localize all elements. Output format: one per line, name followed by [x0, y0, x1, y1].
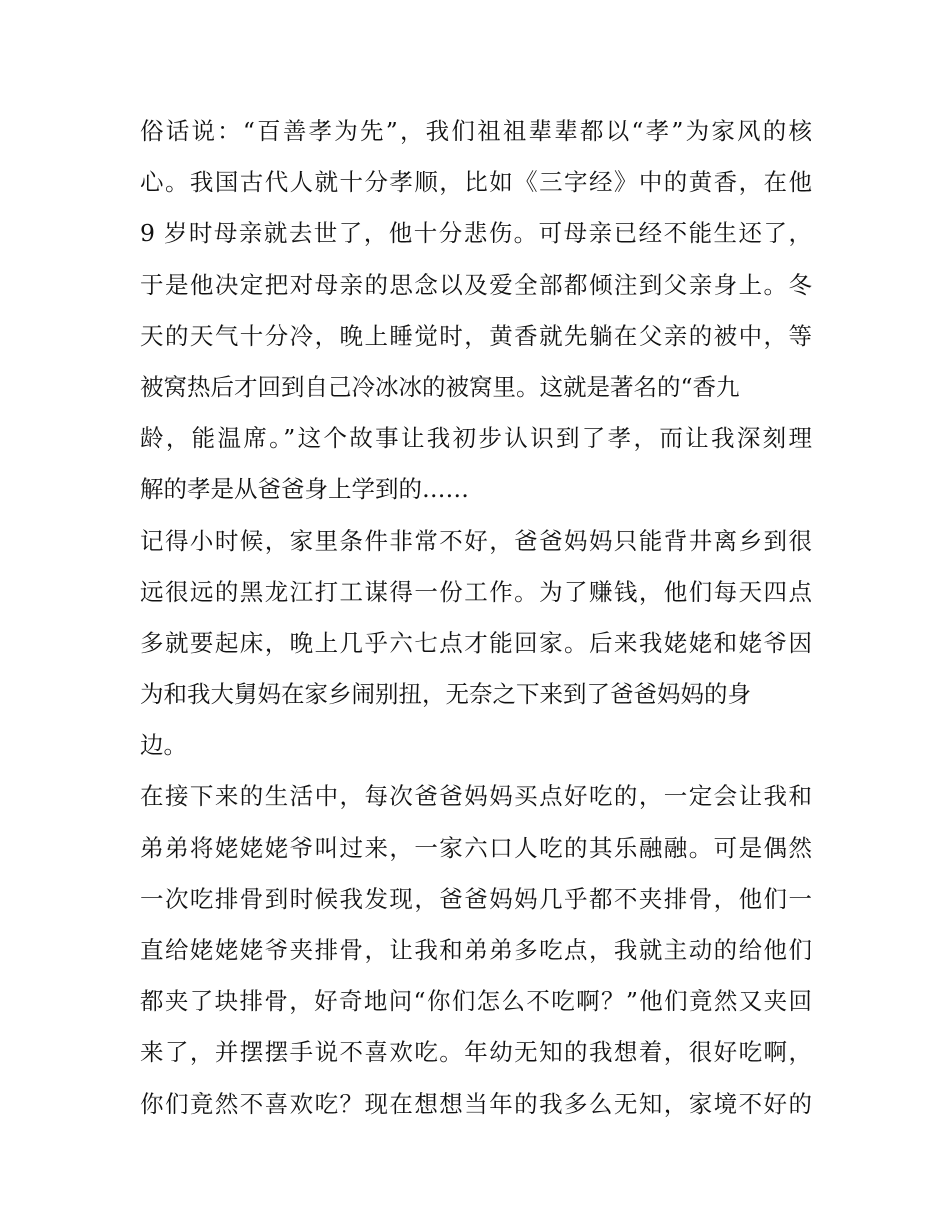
text-line: 天的天气十分冷，晚上睡觉时，黄香就先躺在父亲的被中，等: [140, 321, 812, 350]
text-line: 记得小时候，家里条件非常不好，爸爸妈妈只能背井离乡到很: [140, 526, 812, 555]
paragraph-2: [140, 516, 812, 772]
text-line: 弟弟将姥姥姥爷叫过来，一家六口人吃的其乐融融。可是偶然: [140, 833, 812, 862]
text-line: 9 岁时母亲就去世了，他十分悲伤。可母亲已经不能生还了，: [140, 219, 812, 248]
text-line: 为和我大舅妈在家乡闹别扭，无奈之下来到了爸爸妈妈的身: [140, 680, 751, 709]
text-line: 于是他决定把对母亲的思念以及爱全部都倾注到父亲身上。冬: [140, 270, 812, 299]
text-line: 直给姥姥姥爷夹排骨，让我和弟弟多吃点，我就主动的给他们: [140, 936, 812, 964]
text-line: 多就要起床，晚上几乎六七点才能回家。后来我姥姥和姥爷因: [140, 628, 812, 657]
text-line: 一次吃排骨到时候我发现，爸爸妈妈几乎都不夹排骨，他们一: [140, 884, 812, 913]
text-line: 你们竟然不喜欢吃？现在想想当年的我多么无知，家境不好的: [140, 1089, 812, 1118]
essay-body: [140, 106, 812, 1130]
text-line: 解的孝是从爸爸身上学到的……: [140, 475, 469, 504]
text-line: 都夹了块排骨，好奇地问“你们怎么不吃啊？”他们竟然又夹回: [140, 987, 812, 1016]
text-line: 龄，能温席。”这个故事让我初步认识到了孝，而让我深刻理: [140, 424, 812, 453]
text-line: 边。: [140, 731, 187, 760]
text-line: 在接下来的生活中，每次爸爸妈妈买点好吃的，一定会让我和: [140, 782, 812, 811]
text-line: 心。我国古代人就十分孝顺，比如《三字经》中的黄香，在他: [140, 168, 812, 197]
text-line: 被窝热后才回到自己冷冰冰的被窝里。这就是著名的“香九: [140, 372, 740, 401]
text-line: 来了，并摆摆手说不喜欢吃。年幼无知的我想着，很好吃啊，: [140, 1038, 812, 1067]
paragraph-3: [140, 771, 812, 1129]
text-line: 俗话说：“百善孝为先”，我们祖祖辈辈都以“孝”为家风的核: [140, 117, 812, 145]
text-line: 远很远的黑龙江打工谋得一份工作。为了赚钱，他们每天四点: [140, 577, 812, 606]
paragraph-1: [140, 106, 812, 516]
